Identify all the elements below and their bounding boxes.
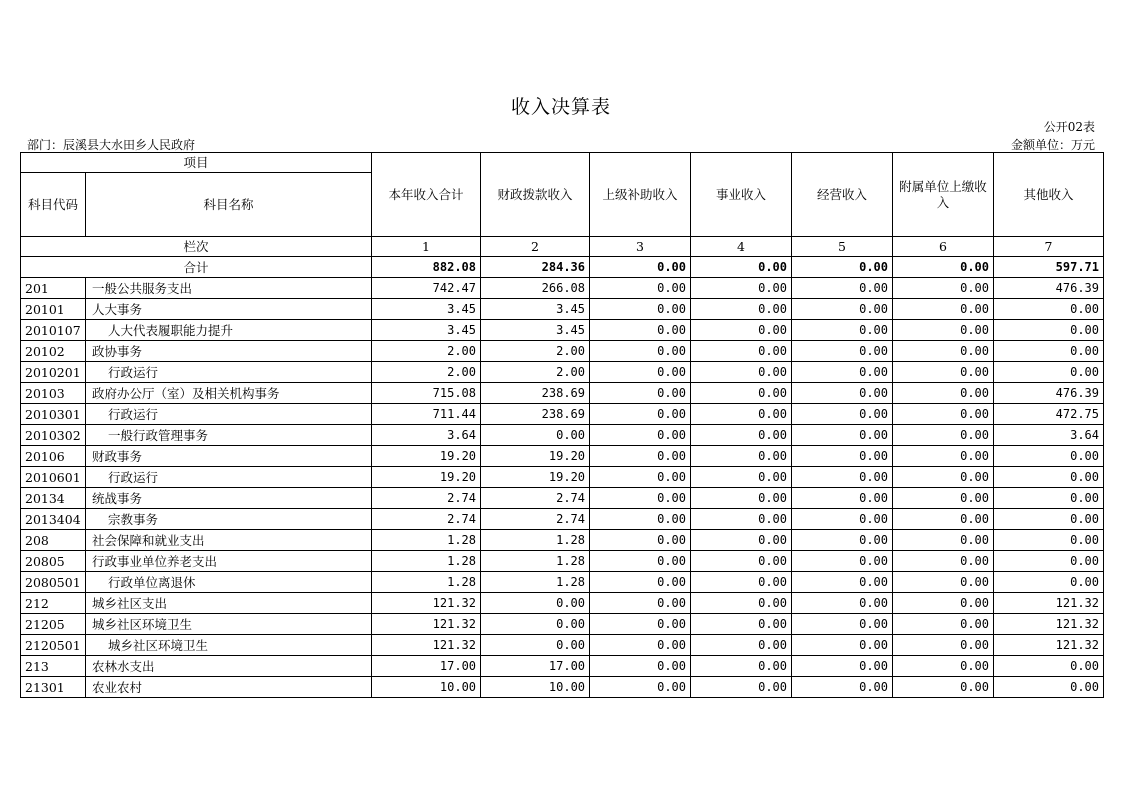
amount-cell: 0.00 bbox=[691, 383, 792, 404]
header-business: 事业收入 bbox=[691, 153, 792, 237]
amount-cell: 121.32 bbox=[994, 593, 1104, 614]
amount-cell: 0.00 bbox=[994, 320, 1104, 341]
amount-cell: 0.00 bbox=[893, 446, 994, 467]
subject-code-cell: 2010601 bbox=[21, 467, 86, 488]
header-superior: 上级补助收入 bbox=[590, 153, 691, 237]
amount-cell: 0.00 bbox=[893, 593, 994, 614]
table-row bbox=[21, 677, 1104, 698]
amount-cell: 19.20 bbox=[372, 446, 481, 467]
header-project: 项目 bbox=[21, 153, 372, 173]
subject-name-cell: 城乡社区支出 bbox=[86, 593, 372, 614]
income-table bbox=[20, 152, 1104, 698]
amount-cell: 0.00 bbox=[691, 635, 792, 656]
table-row bbox=[21, 551, 1104, 572]
subject-name-cell: 人大事务 bbox=[86, 299, 372, 320]
amount-cell: 3.45 bbox=[481, 299, 590, 320]
subject-code-cell: 21301 bbox=[21, 677, 86, 698]
amount-cell: 266.08 bbox=[481, 278, 590, 299]
amount-cell: 0.00 bbox=[590, 635, 691, 656]
subject-name-cell: 财政事务 bbox=[86, 446, 372, 467]
amount-cell: 0.00 bbox=[590, 299, 691, 320]
amount-cell: 3.64 bbox=[372, 425, 481, 446]
amount-cell: 121.32 bbox=[372, 635, 481, 656]
amount-cell: 1.28 bbox=[481, 551, 590, 572]
amount-cell: 0.00 bbox=[792, 509, 893, 530]
amount-cell: 0.00 bbox=[792, 593, 893, 614]
amount-cell: 0.00 bbox=[590, 278, 691, 299]
amount-cell: 0.00 bbox=[590, 656, 691, 677]
subject-code-cell: 20101 bbox=[21, 299, 86, 320]
amount-cell: 0.00 bbox=[994, 446, 1104, 467]
amount-cell: 121.32 bbox=[372, 614, 481, 635]
amount-cell: 121.32 bbox=[994, 635, 1104, 656]
subject-code-cell: 21205 bbox=[21, 614, 86, 635]
header-subject-code: 科目代码 bbox=[21, 173, 86, 237]
header-operating: 经营收入 bbox=[792, 153, 893, 237]
amount-cell: 0.00 bbox=[691, 320, 792, 341]
amount-cell: 0.00 bbox=[994, 341, 1104, 362]
amount-cell: 0.00 bbox=[691, 362, 792, 383]
header-subject-name: 科目名称 bbox=[86, 173, 372, 237]
form-code: 公开02表 bbox=[1043, 120, 1095, 134]
amount-cell: 0.00 bbox=[691, 488, 792, 509]
subject-name-cell: 行政运行 bbox=[86, 404, 372, 425]
table-row bbox=[21, 299, 1104, 320]
amount-cell: 0.00 bbox=[893, 656, 994, 677]
subject-name-cell: 行政运行 bbox=[86, 467, 372, 488]
table-row bbox=[21, 593, 1104, 614]
amount-cell: 3.64 bbox=[994, 425, 1104, 446]
amount-cell: 0.00 bbox=[893, 425, 994, 446]
amount-cell: 0.00 bbox=[994, 362, 1104, 383]
subject-code-cell: 2010201 bbox=[21, 362, 86, 383]
amount-cell: 2.00 bbox=[372, 362, 481, 383]
amount-cell: 0.00 bbox=[792, 467, 893, 488]
amount-cell: 0.00 bbox=[792, 341, 893, 362]
amount-cell: 0.00 bbox=[691, 677, 792, 698]
amount-cell: 0.00 bbox=[792, 635, 893, 656]
amount-cell: 0.00 bbox=[590, 530, 691, 551]
column-number: 2 bbox=[481, 237, 590, 257]
amount-cell: 0.00 bbox=[792, 530, 893, 551]
amount-cell: 0.00 bbox=[893, 404, 994, 425]
amount-cell: 0.00 bbox=[893, 572, 994, 593]
table-row bbox=[21, 383, 1104, 404]
amount-cell: 0.00 bbox=[792, 572, 893, 593]
table-row bbox=[21, 467, 1104, 488]
amount-cell: 0.00 bbox=[691, 404, 792, 425]
table-row bbox=[21, 509, 1104, 530]
subject-name-cell: 统战事务 bbox=[86, 488, 372, 509]
amount-cell: 0.00 bbox=[691, 614, 792, 635]
amount-cell: 238.69 bbox=[481, 404, 590, 425]
unit-label: 金额单位：万元 bbox=[1010, 138, 1095, 152]
total-value: 0.00 bbox=[691, 257, 792, 278]
amount-cell: 0.00 bbox=[893, 488, 994, 509]
amount-cell: 17.00 bbox=[372, 656, 481, 677]
amount-cell: 0.00 bbox=[893, 509, 994, 530]
amount-cell: 238.69 bbox=[481, 383, 590, 404]
header-other: 其他收入 bbox=[994, 153, 1104, 237]
amount-cell: 1.28 bbox=[372, 572, 481, 593]
subject-code-cell: 212 bbox=[21, 593, 86, 614]
amount-cell: 0.00 bbox=[590, 509, 691, 530]
amount-cell: 1.28 bbox=[372, 551, 481, 572]
amount-cell: 1.28 bbox=[481, 530, 590, 551]
subject-name-cell: 人大代表履职能力提升 bbox=[86, 320, 372, 341]
amount-cell: 0.00 bbox=[792, 299, 893, 320]
amount-cell: 476.39 bbox=[994, 278, 1104, 299]
amount-cell: 19.20 bbox=[481, 446, 590, 467]
subject-name-cell: 一般公共服务支出 bbox=[86, 278, 372, 299]
amount-cell: 2.00 bbox=[372, 341, 481, 362]
amount-cell: 0.00 bbox=[994, 551, 1104, 572]
table-row bbox=[21, 656, 1104, 677]
total-value: 882.08 bbox=[372, 257, 481, 278]
amount-cell: 121.32 bbox=[372, 593, 481, 614]
amount-cell: 0.00 bbox=[590, 614, 691, 635]
amount-cell: 0.00 bbox=[994, 530, 1104, 551]
amount-cell: 2.74 bbox=[481, 509, 590, 530]
amount-cell: 0.00 bbox=[590, 593, 691, 614]
subject-code-cell: 208 bbox=[21, 530, 86, 551]
subject-code-cell: 20103 bbox=[21, 383, 86, 404]
amount-cell: 0.00 bbox=[691, 572, 792, 593]
amount-cell: 19.20 bbox=[372, 467, 481, 488]
amount-cell: 0.00 bbox=[792, 320, 893, 341]
amount-cell: 0.00 bbox=[994, 572, 1104, 593]
column-number: 7 bbox=[994, 237, 1104, 257]
subject-code-cell: 20106 bbox=[21, 446, 86, 467]
amount-cell: 2.00 bbox=[481, 341, 590, 362]
amount-cell: 476.39 bbox=[994, 383, 1104, 404]
amount-cell: 0.00 bbox=[590, 446, 691, 467]
subject-name-cell: 城乡社区环境卫生 bbox=[86, 635, 372, 656]
amount-cell: 0.00 bbox=[792, 362, 893, 383]
subject-name-cell: 行政运行 bbox=[86, 362, 372, 383]
amount-cell: 2.74 bbox=[481, 488, 590, 509]
amount-cell: 0.00 bbox=[994, 677, 1104, 698]
amount-cell: 0.00 bbox=[590, 551, 691, 572]
amount-cell: 0.00 bbox=[792, 278, 893, 299]
subject-name-cell: 政府办公厅（室）及相关机构事务 bbox=[86, 383, 372, 404]
subject-name-cell: 宗教事务 bbox=[86, 509, 372, 530]
amount-cell: 0.00 bbox=[792, 488, 893, 509]
amount-cell: 10.00 bbox=[481, 677, 590, 698]
amount-cell: 0.00 bbox=[893, 362, 994, 383]
subject-code-cell: 2080501 bbox=[21, 572, 86, 593]
amount-cell: 0.00 bbox=[691, 530, 792, 551]
amount-cell: 3.45 bbox=[372, 299, 481, 320]
amount-cell: 0.00 bbox=[893, 635, 994, 656]
amount-cell: 0.00 bbox=[691, 278, 792, 299]
amount-cell: 0.00 bbox=[590, 320, 691, 341]
subject-name-cell: 一般行政管理事务 bbox=[86, 425, 372, 446]
amount-cell: 0.00 bbox=[481, 425, 590, 446]
amount-cell: 0.00 bbox=[994, 467, 1104, 488]
subject-code-cell: 20102 bbox=[21, 341, 86, 362]
column-number: 6 bbox=[893, 237, 994, 257]
amount-cell: 2.74 bbox=[372, 509, 481, 530]
amount-cell: 0.00 bbox=[893, 341, 994, 362]
subject-code-cell: 201 bbox=[21, 278, 86, 299]
amount-cell: 0.00 bbox=[893, 677, 994, 698]
amount-cell: 121.32 bbox=[994, 614, 1104, 635]
table-row bbox=[21, 341, 1104, 362]
column-number: 3 bbox=[590, 237, 691, 257]
table-row bbox=[21, 404, 1104, 425]
table-row bbox=[21, 572, 1104, 593]
amount-cell: 0.00 bbox=[691, 656, 792, 677]
subject-name-cell: 行政事业单位养老支出 bbox=[86, 551, 372, 572]
header-total: 本年收入合计 bbox=[372, 153, 481, 237]
amount-cell: 0.00 bbox=[481, 635, 590, 656]
header-column-label: 栏次 bbox=[21, 237, 372, 257]
amount-cell: 0.00 bbox=[691, 509, 792, 530]
amount-cell: 0.00 bbox=[691, 341, 792, 362]
amount-cell: 0.00 bbox=[691, 467, 792, 488]
amount-cell: 0.00 bbox=[893, 467, 994, 488]
amount-cell: 1.28 bbox=[481, 572, 590, 593]
amount-cell: 0.00 bbox=[792, 677, 893, 698]
amount-cell: 0.00 bbox=[893, 278, 994, 299]
amount-cell: 0.00 bbox=[481, 593, 590, 614]
department-label: 部门：辰溪县大水田乡人民政府 bbox=[27, 138, 196, 152]
table-row bbox=[21, 362, 1104, 383]
subject-name-cell: 农林水支出 bbox=[86, 656, 372, 677]
subject-code-cell: 2010302 bbox=[21, 425, 86, 446]
subject-code-cell: 2013404 bbox=[21, 509, 86, 530]
amount-cell: 0.00 bbox=[893, 614, 994, 635]
subject-code-cell: 2010107 bbox=[21, 320, 86, 341]
table-row bbox=[21, 488, 1104, 509]
amount-cell: 472.75 bbox=[994, 404, 1104, 425]
table-row bbox=[21, 425, 1104, 446]
table-row bbox=[21, 614, 1104, 635]
subject-name-cell: 农业农村 bbox=[86, 677, 372, 698]
amount-cell: 0.00 bbox=[590, 677, 691, 698]
total-value: 0.00 bbox=[893, 257, 994, 278]
total-value: 0.00 bbox=[590, 257, 691, 278]
header-affiliated: 附属单位上缴收入 bbox=[893, 153, 994, 237]
table-row bbox=[21, 635, 1104, 656]
column-number: 5 bbox=[792, 237, 893, 257]
amount-cell: 17.00 bbox=[481, 656, 590, 677]
amount-cell: 0.00 bbox=[691, 593, 792, 614]
table-row bbox=[21, 320, 1104, 341]
subject-code-cell: 20805 bbox=[21, 551, 86, 572]
amount-cell: 0.00 bbox=[590, 404, 691, 425]
subject-code-cell: 2120501 bbox=[21, 635, 86, 656]
amount-cell: 0.00 bbox=[994, 656, 1104, 677]
amount-cell: 19.20 bbox=[481, 467, 590, 488]
amount-cell: 742.47 bbox=[372, 278, 481, 299]
subject-code-cell: 213 bbox=[21, 656, 86, 677]
subject-name-cell: 社会保障和就业支出 bbox=[86, 530, 372, 551]
table-row bbox=[21, 530, 1104, 551]
amount-cell: 711.44 bbox=[372, 404, 481, 425]
amount-cell: 715.08 bbox=[372, 383, 481, 404]
amount-cell: 0.00 bbox=[691, 446, 792, 467]
total-value: 284.36 bbox=[481, 257, 590, 278]
total-value: 0.00 bbox=[792, 257, 893, 278]
amount-cell: 0.00 bbox=[792, 404, 893, 425]
amount-cell: 0.00 bbox=[691, 425, 792, 446]
subject-code-cell: 20134 bbox=[21, 488, 86, 509]
subject-name-cell: 行政单位离退休 bbox=[86, 572, 372, 593]
amount-cell: 2.00 bbox=[481, 362, 590, 383]
column-number: 1 bbox=[372, 237, 481, 257]
amount-cell: 0.00 bbox=[994, 509, 1104, 530]
header-fiscal: 财政拨款收入 bbox=[481, 153, 590, 237]
amount-cell: 3.45 bbox=[481, 320, 590, 341]
amount-cell: 1.28 bbox=[372, 530, 481, 551]
amount-cell: 0.00 bbox=[792, 656, 893, 677]
amount-cell: 10.00 bbox=[372, 677, 481, 698]
amount-cell: 0.00 bbox=[994, 299, 1104, 320]
amount-cell: 0.00 bbox=[893, 530, 994, 551]
column-number: 4 bbox=[691, 237, 792, 257]
amount-cell: 0.00 bbox=[893, 320, 994, 341]
subject-name-cell: 城乡社区环境卫生 bbox=[86, 614, 372, 635]
amount-cell: 0.00 bbox=[792, 383, 893, 404]
amount-cell: 0.00 bbox=[590, 572, 691, 593]
subject-name-cell: 政协事务 bbox=[86, 341, 372, 362]
subject-code-cell: 2010301 bbox=[21, 404, 86, 425]
amount-cell: 0.00 bbox=[893, 551, 994, 572]
amount-cell: 0.00 bbox=[994, 488, 1104, 509]
amount-cell: 3.45 bbox=[372, 320, 481, 341]
table-row bbox=[21, 278, 1104, 299]
amount-cell: 0.00 bbox=[590, 488, 691, 509]
amount-cell: 0.00 bbox=[792, 425, 893, 446]
amount-cell: 0.00 bbox=[590, 341, 691, 362]
amount-cell: 0.00 bbox=[792, 446, 893, 467]
amount-cell: 2.74 bbox=[372, 488, 481, 509]
amount-cell: 0.00 bbox=[590, 383, 691, 404]
total-label: 合计 bbox=[21, 257, 372, 278]
amount-cell: 0.00 bbox=[590, 425, 691, 446]
page-title: 收入决算表 bbox=[510, 96, 611, 118]
amount-cell: 0.00 bbox=[590, 362, 691, 383]
amount-cell: 0.00 bbox=[691, 551, 792, 572]
amount-cell: 0.00 bbox=[590, 467, 691, 488]
total-value: 597.71 bbox=[994, 257, 1104, 278]
amount-cell: 0.00 bbox=[792, 551, 893, 572]
table-row bbox=[21, 446, 1104, 467]
amount-cell: 0.00 bbox=[893, 299, 994, 320]
amount-cell: 0.00 bbox=[893, 383, 994, 404]
amount-cell: 0.00 bbox=[691, 299, 792, 320]
amount-cell: 0.00 bbox=[481, 614, 590, 635]
amount-cell: 0.00 bbox=[792, 614, 893, 635]
